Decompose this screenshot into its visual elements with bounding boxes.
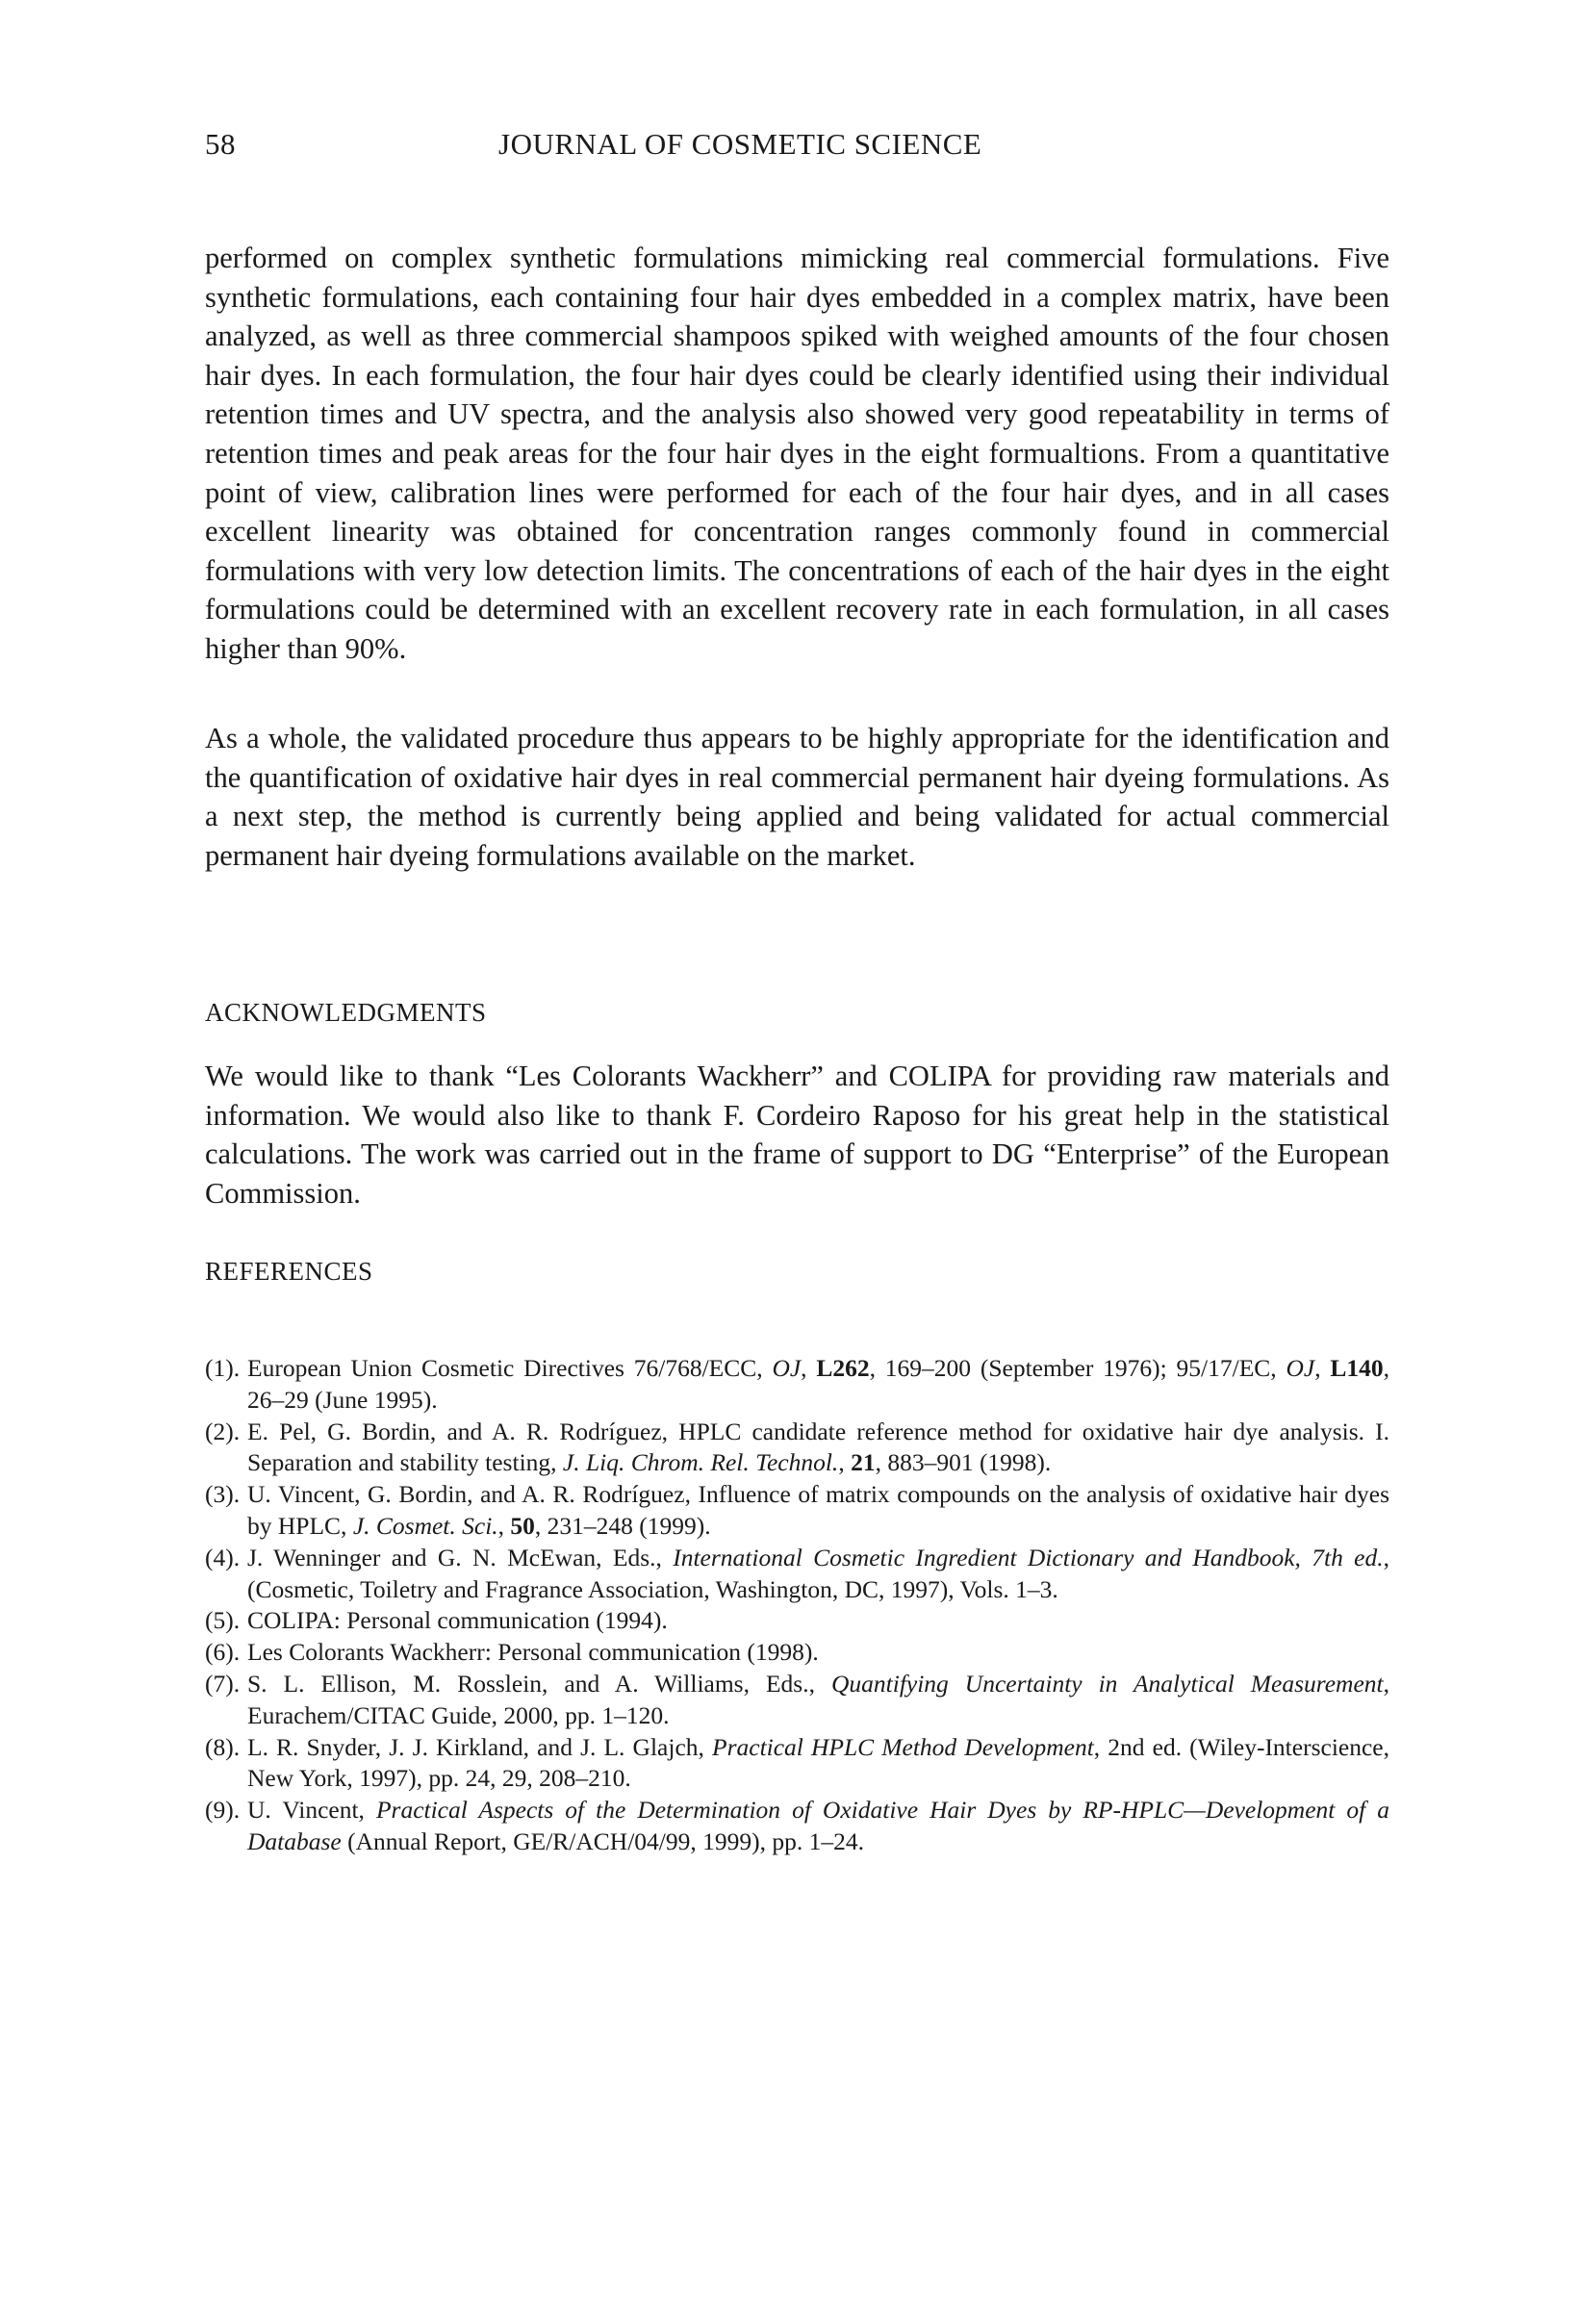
reference-title-italic: OJ — [772, 1354, 802, 1382]
reference-text: COLIPA: Personal communication (1994). — [247, 1606, 668, 1635]
reference-title-italic: J. Liq. Chrom. Rel. Technol. — [562, 1448, 839, 1477]
reference-title-italic: Practical Aspects of the Determination of Oxidative Hair Dyes by RP-HPLC—Development of a Database — [247, 1796, 1389, 1855]
reference-item — [205, 1417, 1389, 1480]
reference-text: , Eurachem/CITAC Guide, 2000, pp. 1–120. — [247, 1669, 1389, 1729]
reference-item — [205, 1669, 1389, 1732]
reference-text: (Annual Report, GE/R/ACH/04/99, 1999), pp. 1–24. — [341, 1826, 865, 1855]
reference-text: L. R. Snyder, J. J. Kirkland, and J. L. Glajch, — [247, 1732, 712, 1761]
reference-number: (3). — [205, 1480, 241, 1509]
reference-text: , 2nd ed. (Wiley-Interscience, New York, 1997), pp. 24, 29, 208–210. — [247, 1732, 1389, 1793]
reference-item — [205, 1732, 1389, 1796]
references-heading: REFERENCES — [205, 1257, 373, 1286]
reference-title-italic: Quantifying Uncertainty in Analytical Measurement — [830, 1669, 1384, 1698]
reference-text: , 26–29 (June 1995). — [247, 1354, 1390, 1414]
reference-item — [205, 1353, 1389, 1417]
reference-text: E. Pel, G. Bordin, and A. R. Rodríguez, HPLC candidate reference method for oxidative hair dye analysis. I. Separation and stability testing, — [247, 1417, 1389, 1477]
acknowledgments-text: We would like to thank “Les Colorants Wackherr” and COLIPA for providing raw materials and information. We would also like to thank F. Cordeiro Raposo for his great help in the statistical calculations. The work was carried out in the frame of support to DG “Enterprise” of the European Commission. — [205, 1060, 1389, 1210]
reference-volume: 21 — [851, 1448, 876, 1477]
reference-item — [205, 1637, 1389, 1669]
journal-title: JOURNAL OF COSMETIC SCIENCE — [498, 127, 982, 161]
reference-number: (4). — [205, 1543, 241, 1571]
reference-text: J. Wenninger and G. N. McEwan, Eds., — [247, 1543, 674, 1571]
reference-text: , — [1314, 1354, 1331, 1382]
reference-number: (9). — [205, 1796, 241, 1825]
reference-text: S. L. Ellison, M. Rosslein, and A. Williams, Eds., — [247, 1669, 831, 1698]
reference-volume: L140 — [1330, 1354, 1384, 1382]
reference-text: , — [497, 1511, 511, 1540]
reference-title-italic: Practical HPLC Method Development — [712, 1732, 1094, 1761]
reference-item — [205, 1605, 1389, 1637]
reference-number: (6). — [205, 1638, 241, 1667]
body-paragraph-conclusion: performed on complex synthetic formulations mimicking real commercial formulations. Five synthetic formulations, each containing four hair dyes embedded in a complex matrix, have been analyzed, as well as three commercial shampoos spiked with weighed amounts of the four chosen hair dyes. In each formulation, the four hair dyes could be clearly identified using their individual retention times and UV spectra, and the analysis also showed very good repeatability in terms of retention times and peak areas for the four hair dyes in the eight formualtions. From a quantitative point of view, calibration lines were performed for each of the four hair dyes, and in all cases excellent linearity was obtained for concentration ranges commonly found in commercial formulations with very low detection limits. The concentrations of each of the hair dyes in the eight formulations could be determined with an excellent recovery rate in each formulation, in all cases higher than 90%. — [205, 242, 1389, 665]
reference-item — [205, 1479, 1389, 1543]
reference-number: (8). — [205, 1732, 241, 1761]
reference-text: U. Vincent, G. Bordin, and A. R. Rodríguez, Influence of matrix compounds on the analysis of oxidative hair dyes by HPLC, — [247, 1480, 1389, 1540]
reference-number: (2). — [205, 1417, 241, 1445]
reference-text: European Union Cosmetic Directives 76/768/ECC, — [247, 1354, 773, 1382]
reference-number: (5). — [205, 1606, 241, 1635]
reference-volume: 50 — [510, 1511, 535, 1540]
page-number: 58 — [205, 127, 236, 161]
reference-volume: L262 — [816, 1354, 870, 1382]
reference-list — [205, 1353, 1389, 1858]
reference-title-italic: International Cosmetic Ingredient Dictionary and Handbook, 7th ed. — [673, 1543, 1384, 1571]
reference-number: (1). — [205, 1354, 241, 1382]
reference-item — [205, 1795, 1389, 1858]
acknowledgments-heading: ACKNOWLEDGMENTS — [205, 998, 487, 1027]
body-paragraph-summary: As a whole, the validated procedure thus appears to be highly appropriate for the identification and the quantification of oxidative hair dyes in real commercial permanent hair dyeing formulations. As a next step, the method is currently being applied and being validated for actual commercial permanent hair dyeing formulations available on the market. — [205, 722, 1389, 872]
reference-text: U. Vincent, — [247, 1796, 376, 1825]
reference-text: , — [838, 1448, 852, 1477]
reference-text: , 231–248 (1999). — [534, 1511, 711, 1540]
reference-text: , — [801, 1354, 817, 1382]
reference-text: , (Cosmetic, Toiletry and Fragrance Association, Washington, DC, 1997), Vols. 1–3. — [247, 1543, 1389, 1603]
reference-item — [205, 1543, 1389, 1606]
reference-title-italic: OJ — [1286, 1354, 1315, 1382]
reference-number: (7). — [205, 1669, 241, 1698]
reference-text: Les Colorants Wackherr: Personal communication (1998). — [247, 1638, 819, 1667]
reference-title-italic: J. Cosmet. Sci. — [352, 1511, 498, 1540]
reference-text: , 169–200 (September 1976); 95/17/EC, — [869, 1354, 1286, 1382]
reference-text: , 883–901 (1998). — [875, 1448, 1052, 1477]
